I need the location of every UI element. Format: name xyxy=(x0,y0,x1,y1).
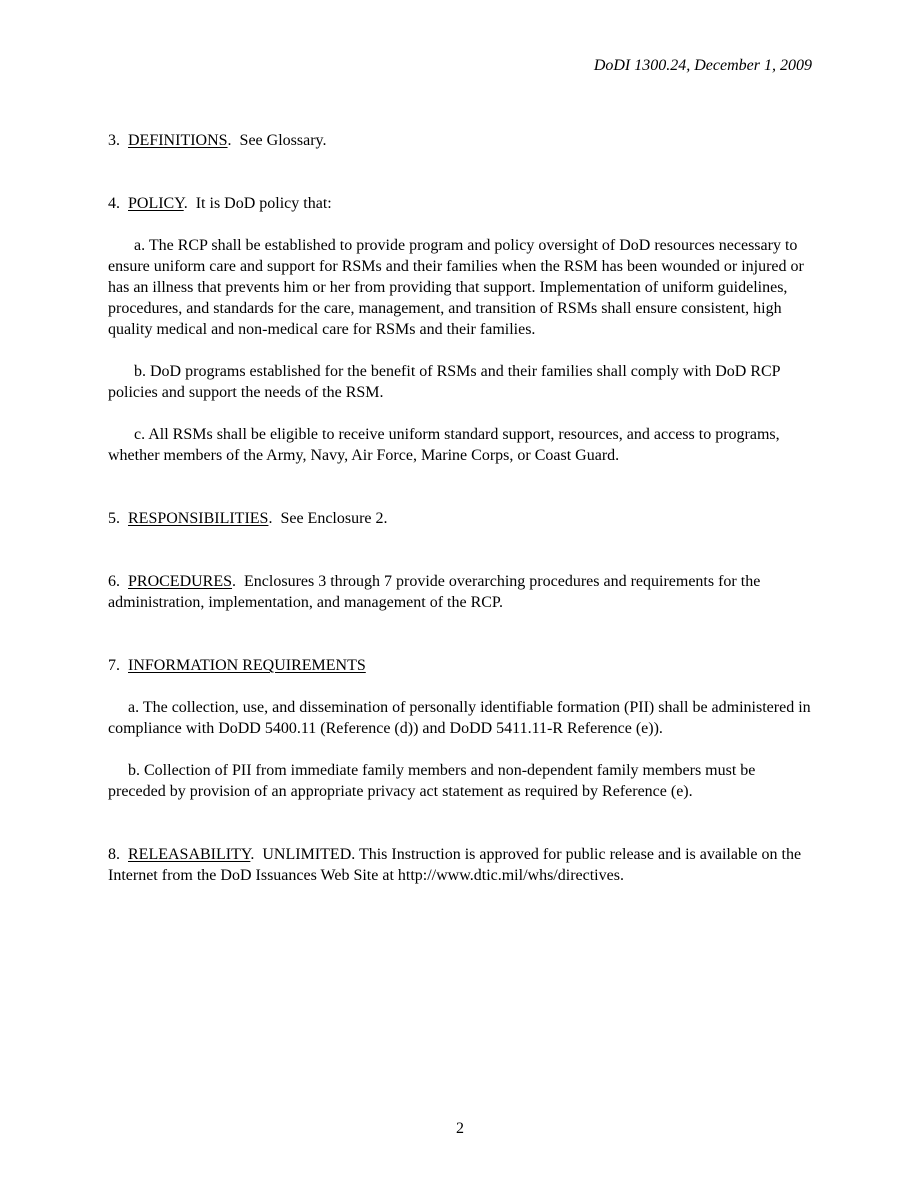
section-number: 8. xyxy=(108,846,120,863)
section-responsibilities: 5. RESPONSIBILITIES. See Enclosure 2. xyxy=(108,510,388,527)
information-paragraph-b: b. Collection of PII from immediate family members and non-dependent family members must be preceded by provision of an appropriate privacy act statement as required by Reference (e). xyxy=(108,762,756,800)
policy-paragraph-a: a. The RCP shall be established to provide program and policy oversight of DoD resources necessary to ensure uniform care and support for RSMs and their families when the RSM has been wounded or injured or has an illness that prevents him or her from providing that support. Implementation of uniform guidelines, procedures, and standards for the care, management, and transition of RSMs shall ensure consistent, high quality medical and non-medical care for RSMs and their families. xyxy=(108,237,804,338)
section-text: It is DoD policy that: xyxy=(195,195,332,212)
document-header: DoDI 1300.24, December 1, 2009 xyxy=(593,57,812,74)
section-text: See Glossary. xyxy=(239,132,327,149)
information-paragraph-a: a. The collection, use, and dissemination of personally identifiable formation (PII) shall be administered in compliance with DoDD 5400.11 (Reference (d)) and DoDD 5411.11-R Reference (e)). xyxy=(108,699,811,737)
section-number: 3. xyxy=(108,132,120,149)
document-body xyxy=(108,130,814,886)
section-number: 6. xyxy=(108,573,120,590)
section-heading: RELEASABILITY xyxy=(128,846,251,863)
section-heading: RESPONSIBILITIES xyxy=(128,510,269,527)
section-definitions: 3. DEFINITIONS. See Glossary. xyxy=(108,132,327,149)
section-procedures: 6. PROCEDURES. Enclosures 3 through 7 provide overarching procedures and requirements for the administration, implementation, and management of the RCP. xyxy=(108,573,761,611)
section-number: 7. xyxy=(108,657,120,674)
section-text: UNLIMITED. This Instruction is approved for public release and is available on the Internet from the DoD Issuances Web Site at http://www.dtic.mil/whs/directives. xyxy=(108,846,802,884)
section-text: Enclosures 3 through 7 provide overarching procedures and requirements for the administration, implementation, and management of the RCP. xyxy=(108,573,761,611)
section-text: See Enclosure 2. xyxy=(280,510,388,527)
section-heading: DEFINITIONS xyxy=(128,132,228,149)
section-number: 4. xyxy=(108,195,120,212)
policy-paragraph-c: c. All RSMs shall be eligible to receive uniform standard support, resources, and access to programs, whether members of the Army, Navy, Air Force, Marine Corps, or Coast Guard. xyxy=(108,426,780,464)
page-number: 2 xyxy=(456,1120,464,1137)
section-policy: 4. POLICY. It is DoD policy that: xyxy=(108,195,332,212)
section-information-requirements xyxy=(108,655,814,676)
section-heading: POLICY xyxy=(128,195,184,212)
section-number: 5. xyxy=(108,510,120,527)
policy-paragraph-b: b. DoD programs established for the benefit of RSMs and their families shall comply with DoD RCP policies and support the needs of the RSM. xyxy=(108,363,780,401)
section-heading: INFORMATION REQUIREMENTS xyxy=(128,657,366,674)
section-releasability: 8. RELEASABILITY. UNLIMITED. This Instruction is approved for public release and is available on the Internet from the DoD Issuances Web Site at http://www.dtic.mil/whs/directives. xyxy=(108,846,802,884)
section-heading: PROCEDURES xyxy=(128,573,233,590)
